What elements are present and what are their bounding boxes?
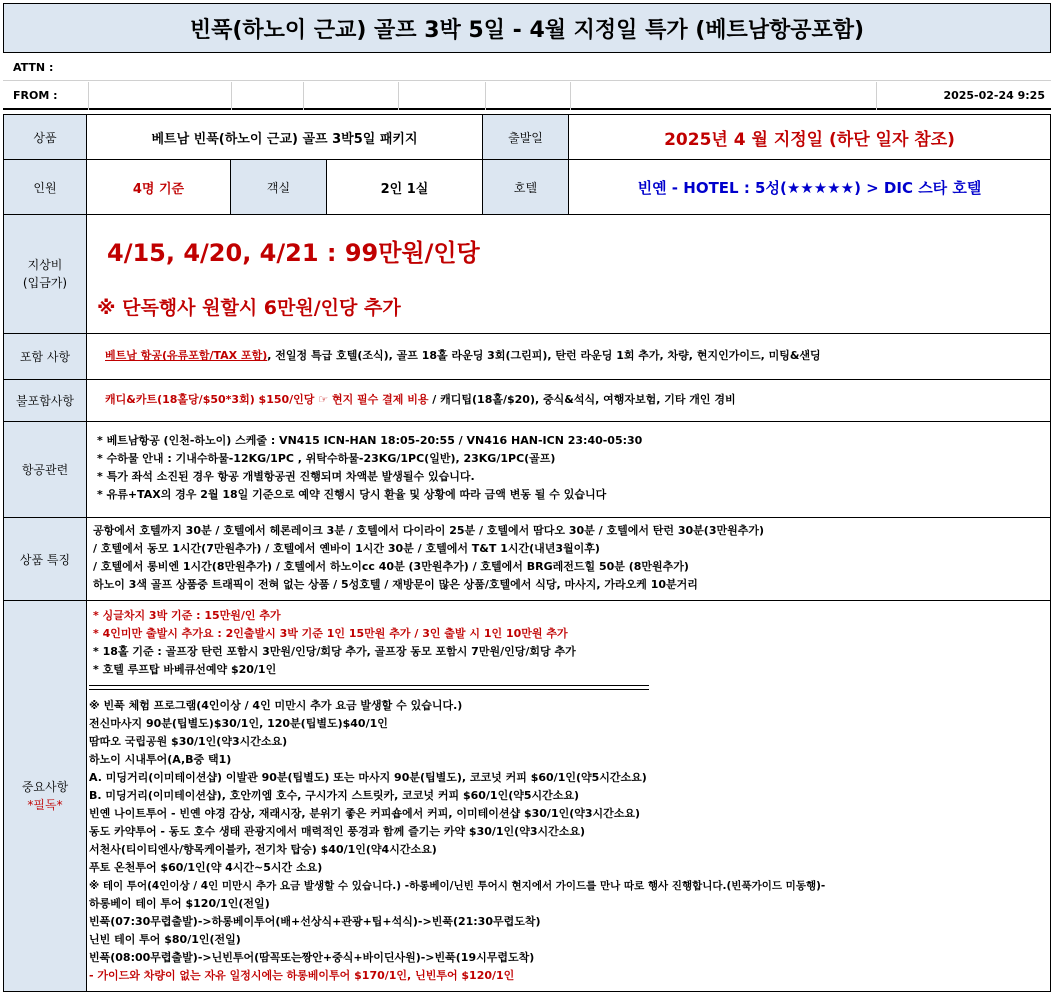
depart-value: 2025년 4 월 지정일 (하단 일자 참조) (664, 129, 955, 150)
include-rest: , 전일정 특급 호텔(조식), 골프 18홀 라운딩 3회(그린피), 탄런 라운딩 1회 추가, 차량, 현지인가이드, 미팅&샌딩 (267, 349, 821, 362)
room-label: 객실 (266, 180, 291, 195)
flight-label-cell (3, 421, 87, 518)
exclude-label: 불포함사항 (16, 394, 74, 408)
tour-line: 하롱베이 테이 투어 $120/1인(전일) (89, 897, 270, 910)
separator-double-line (89, 685, 649, 690)
tour-line: 하노이 시내투어(A,B중 택1) (89, 753, 232, 766)
hotel-label-cell (482, 159, 569, 215)
flight-value-cell (86, 421, 1051, 518)
people-value-cell (86, 159, 231, 215)
attn-label: ATTN : (13, 61, 54, 74)
tour-line: 빈푹(08:00무렵출발)->닌빈투어(땀꼭또는짱안+중식+바이딘사원)->빈푹(19시무렵도착) (89, 951, 535, 964)
tour-line: 빈옌 나이트투어 - 빈옌 야경 감상, 재래시장, 분위기 좋은 커피숍에서 커피, 이미테이션샵 $30/1인(약3시간소요) (89, 807, 641, 820)
flight-label: 항공관련 (21, 463, 69, 477)
feature-line: / 호텔에서 롱비엔 1시간(8만원추가) / 호텔에서 하노이cc 40분 (3만원추가) / 호텔에서 BRG레전드힐 50분 (8만원추가) (93, 560, 689, 573)
cell-divider (876, 82, 877, 110)
features-label-cell (3, 517, 87, 601)
exclude-value-cell (86, 379, 1051, 422)
price-value-cell (86, 214, 1051, 334)
attn-row (3, 55, 1051, 81)
exclude-caddie: 캐디&카트(18홀당/$50*3회) $150/인당 ☞ 현지 필수 결제 비용 (105, 393, 429, 406)
price-main: 4/15, 4/20, 4/21 : 99만원/인당 (107, 239, 480, 267)
cell-divider (485, 82, 486, 110)
feature-line: 공항에서 호텔까지 30분 / 호텔에서 헤론레이크 3분 / 호텔에서 다이라이 25분 / 호텔에서 땀다오 30분 / 호텔에서 탄런 30분(3만원추가) (93, 524, 765, 537)
tour-line: 땀따오 국립공원 $30/1인(약3시간소요) (89, 735, 288, 748)
from-label: FROM : (13, 89, 58, 102)
important-red-line: * 싱글차지 3박 기준 : 15만원/인 추가 (93, 609, 281, 622)
include-text (105, 347, 821, 365)
tour-line: B. 미딩거리(이미테이션샵), 호안끼엠 호수, 구시가지 스트릿카, 코코넛 커피 $60/1인(약5시간소요) (89, 789, 580, 802)
product-label-cell (3, 114, 87, 160)
tour-line: A. 미딩거리(이미테이션샵) 이발관 90분(팁별도) 또는 마사지 90분(팁별도), 코코넛 커피 $60/1인(약5시간소요) (89, 771, 647, 784)
flight-line: * 수하물 안내 : 기내수하물-12KG/1PC , 위탁수하물-23KG/1PC(일반), 23KG/1PC(골프) (97, 452, 556, 465)
room-value: 2인 1실 (380, 181, 429, 197)
hotel-label: 호텔 (513, 180, 538, 195)
depart-value-cell (568, 114, 1051, 160)
price-label-cell (3, 214, 87, 334)
important-label-cell (3, 600, 87, 992)
include-label: 포함 사항 (19, 350, 71, 364)
room-value-cell (326, 159, 483, 215)
cell-divider (231, 82, 232, 110)
tour-line: 푸토 온천투어 $60/1인(약 4시간~5시간 소요) (89, 861, 323, 874)
features-value-cell (86, 517, 1051, 601)
people-label: 인원 (33, 180, 57, 195)
page-title: 빈푹(하노이 근교) 골프 3박 5일 - 4월 지정일 특가 (베트남항공포함) (189, 17, 865, 43)
product-value-cell (86, 114, 483, 160)
from-row (3, 82, 1051, 110)
cell-divider (570, 82, 571, 110)
important-line: * 18홀 기준 : 골프장 탄런 포함시 3만원/인당/회당 추가, 골프장 동모 포함시 7만원/인당/회당 추가 (93, 645, 576, 658)
exclude-rest: / 캐디팁(18홀/$20), 중식&석식, 여행자보험, 기타 개인 경비 (428, 393, 736, 406)
include-label-cell (3, 333, 87, 380)
hotel-value: 빈옌 - HOTEL : 5성(★★★★★) > DIC 스타 호텔 (637, 178, 982, 197)
important-line: * 호텔 루프탑 바베큐선예약 $20/1인 (93, 663, 277, 676)
features-label: 상품 특징 (19, 552, 71, 567)
flight-line: * 특가 좌석 소진된 경우 항공 개별항공권 진행되며 차액분 발생될수 있습니다. (97, 470, 475, 483)
hotel-value-cell (568, 159, 1051, 215)
include-airline: 베트남 항공(유류포함/TAX 포함) (105, 349, 268, 362)
feature-line: 하노이 3색 골프 상품중 트래픽이 전혀 없는 상품 / 5성호텔 / 재방문이 많은 상품/호텔에서 식당, 마사지, 가라오케 10분거리 (93, 578, 698, 591)
important-label-note: *필독* (27, 798, 63, 812)
cell-divider (303, 82, 304, 110)
room-label-cell (230, 159, 327, 215)
important-label: 중요사항 (21, 780, 69, 794)
important-red-line: * 4인미만 출발시 추가요 : 2인출발시 3박 기준 1인 15만원 추가 / 3인 출발 시 1인 10만원 추가 (93, 627, 568, 640)
tour-line: ※ 빈푹 체험 프로그램(4인이상 / 4인 미만시 추가 요금 발생할 수 있습니다.) (89, 699, 463, 712)
cell-divider (88, 82, 89, 110)
tour-line: 닌빈 테이 투어 $80/1인(전일) (89, 933, 241, 946)
tour-line: 서천사(티이티엔사/향목케이블카, 전기차 탑승) $40/1인(약4시간소요) (89, 843, 437, 856)
tour-line: ※ 테이 투어(4인이상 / 4인 미만시 추가 요금 발생할 수 있습니다.) -하롱베이/닌빈 투어시 현지에서 가이드를 만나 따로 행사 진행합니다.(빈푹가이드 미동행)- (89, 880, 826, 892)
product-value: 베트남 빈푹(하노이 근교) 골프 3박5일 패키지 (151, 131, 418, 147)
product-label: 상품 (33, 130, 57, 145)
flight-line: * 베트남항공 (인천-하노이) 스케줄 : VN415 ICN-HAN 18:05-20:55 / VN416 HAN-ICN 23:40-05:30 (97, 434, 643, 447)
title-bar (3, 3, 1051, 53)
flight-line: * 유류+TAX의 경우 2월 18일 기준으로 예약 진행시 당시 환율 및 상황에 따라 금액 변동 될 수 있습니다 (97, 488, 607, 501)
price-label-line2: (입금가) (22, 276, 68, 290)
important-value-cell (86, 600, 1051, 992)
price-label-line1: 지상비 (27, 258, 63, 272)
tour-line: 전신마사지 90분(팁별도)$30/1인, 120분(팁별도)$40/1인 (89, 717, 388, 730)
depart-label-cell (482, 114, 569, 160)
document-datetime: 2025-02-24 9:25 (943, 89, 1045, 102)
tour-line: 빈푹(07:30무렵출발)->하롱베이투어(배+선상식+관광+팁+석식)->빈푹(21:30무렵도착) (89, 915, 541, 928)
tour-line: 동도 카약투어 - 동도 호수 생태 관광지에서 매력적인 풍경과 함께 즐기는 카약 $30/1인(약3시간소요) (89, 825, 586, 838)
exclude-text (105, 391, 736, 409)
price-note: ※ 단독행사 원할시 6만원/인당 추가 (97, 297, 401, 319)
important-final-line: - 가이드와 차량이 없는 자유 일정시에는 하롱베이투어 $170/1인, 닌빈투어 $120/1인 (89, 969, 515, 982)
people-value: 4명 기준 (132, 181, 185, 197)
include-value-cell (86, 333, 1051, 380)
feature-line: / 호텔에서 동모 1시간(7만원추가) / 호텔에서 옌바이 1시간 30분 / 호텔에서 T&T 1시간(내년3월이후) (93, 542, 600, 555)
people-label-cell (3, 159, 87, 215)
exclude-label-cell (3, 379, 87, 422)
depart-label: 출발일 (508, 130, 543, 145)
cell-divider (398, 82, 399, 110)
